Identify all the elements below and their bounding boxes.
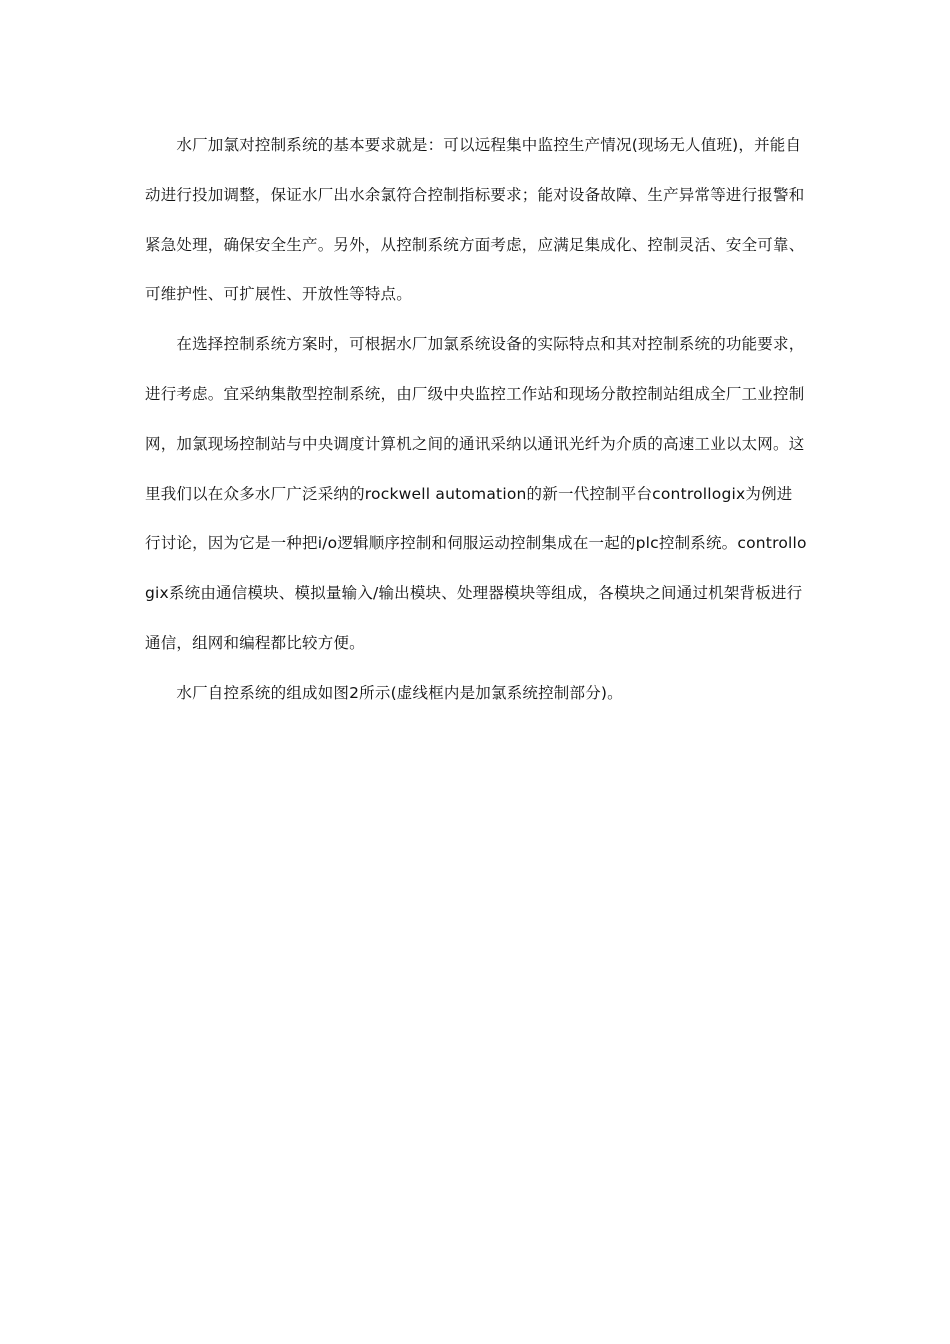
paragraph-control-requirements: 水厂加氯对控制系统的基本要求就是：可以远程集中监控生产情况(现场无人值班)，并能自动进行投加调整，保证水厂出水余氯符合控制指标要求；能对设备故障、生产异常等进行报警和紧急处理，确保安全生产。另外，从控制系统方面考虑，应满足集成化、控制灵活、安全可靠、可维护性、可扩展性、开放性等特点。	[145, 136, 805, 304]
paragraph-figure-reference: 水厂自控系统的组成如图2所示(虚线框内是加氯系统控制部分)。	[145, 683, 623, 702]
document-body	[145, 121, 807, 719]
paragraph-system-selection: 在选择控制系统方案时，可根据水厂加氯系统设备的实际特点和其对控制系统的功能要求，进行考虑。宜采纳集散型控制系统，由厂级中央监控工作站和现场分散控制站组成全厂工业控制网，加氯现场控制站与中央调度计算机之间的通讯采纳以通讯光纤为介质的高速工业以太网。这里我们以在众多水厂广泛采纳的rockwell automation的新一代控制平台controllogix为例进行讨论，因为它是一种把i/o逻辑顺序控制和伺服运动控制集成在一起的plc控制系统。controllogix系统由通信模块、模拟量输入/输出模块、处理器模块等组成，各模块之间通过机架背板进行通信，组网和编程都比较方便。	[145, 335, 807, 652]
